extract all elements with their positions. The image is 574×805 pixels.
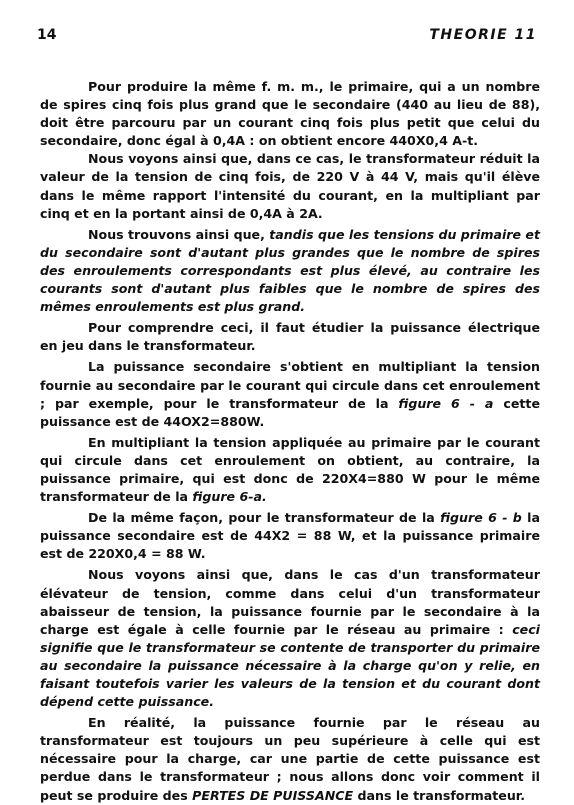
paragraph xyxy=(40,714,540,804)
paragraph xyxy=(40,150,540,222)
paragraph xyxy=(40,78,540,150)
paragraph xyxy=(40,358,540,430)
text-run: cette puissance est de 44OX2=880W. xyxy=(40,395,540,429)
emphasis-text: figure 6-a. xyxy=(192,489,267,505)
emphasis-text: PERTES DE PUISSANCE xyxy=(192,787,354,803)
text-run: dans le transformateur. xyxy=(353,787,526,803)
text-run: La puissance secondaire s'obtient en multipliant la tension fournie au secondaire par le courant qui circule dans cet enroulement ; par exemple, pour le transformateur de la xyxy=(40,359,540,411)
text-run: Nous trouvons ainsi que, xyxy=(88,226,270,242)
emphasis-text: figure 6 - a xyxy=(398,395,494,411)
text-run: De la même façon, pour le transformateur de la xyxy=(88,510,441,526)
emphasis-text: figure 6 - b xyxy=(440,510,522,526)
paragraph xyxy=(40,434,540,506)
body-text xyxy=(40,78,540,805)
paragraph xyxy=(40,226,540,316)
running-header: THEORIE 11 xyxy=(429,27,537,43)
text-run: Nous voyons ainsi que, dans ce cas, le transformateur réduit la valeur de la tension de cinq fois, de 220 V à 44 V, mais qu'il élève dans le même rapport l'intensité du courant, en la multipliant par cinq et en la portant ainsi de 0,4A à 2A. xyxy=(40,151,540,221)
paragraph xyxy=(40,509,540,563)
emphasis-text: tandis que les tensions du primaire et du secondaire sont d'autant plus grandes que le nombre de spires des enroulements correspondants est plus élevé, au contraire les courants sont d'autant plus faibles que le nombre de spires des mêmes enroulements est plus grand. xyxy=(40,226,540,315)
text-run: Pour comprendre ceci, il faut étudier la puissance électrique en jeu dans le transformateur. xyxy=(40,320,540,354)
text-run: En multipliant la tension appliquée au primaire par le courant qui circule dans cet enroulement on obtient, au contraire, la puissance primaire, qui est donc de 220X4=880 W pour le même transformateur de la xyxy=(40,434,540,505)
text-run: Pour produire la même f. m. m., le primaire, qui a un nombre de spires cinq fois plus grand que le secondaire (440 au lieu de 88), doit être parcouru par un courant cinq fois plus petit que celui du secondaire, donc égal à 0,4A : on obtient encore 440X0,4 A-t. xyxy=(40,79,540,149)
text-run: la puissance secondaire est de 44X2 = 88 W, et la puissance primaire est de 220X0,4 = 88 W. xyxy=(40,510,540,562)
text-run: Nous voyons ainsi que, dans le cas d'un transformateur élévateur de tension, comme dans celui d'un transformateur abaisseur de tension, la puissance fournie par le secondaire à la charge est égale à celle fournie par le réseau au primaire : xyxy=(40,567,540,637)
emphasis-text: ceci signifie que le transformateur se contente de transporter du primaire au secondaire la puissance nécessaire à la charge qu'on y relie, en faisant toutefois varier les valeurs de la tension et du courant dont dépend cette puissance. xyxy=(40,621,540,710)
paragraph xyxy=(40,566,540,711)
text-run: En réalité, la puissance fournie par le réseau au transformateur est toujours un peu supérieure à celle qui est nécessaire pour la charge, car une partie de cette puissance est perdue dans le transformateur ; nous allons donc voir comment il peut se produire des xyxy=(40,715,540,803)
page-number: 14 xyxy=(37,27,57,43)
paragraph xyxy=(40,319,540,355)
